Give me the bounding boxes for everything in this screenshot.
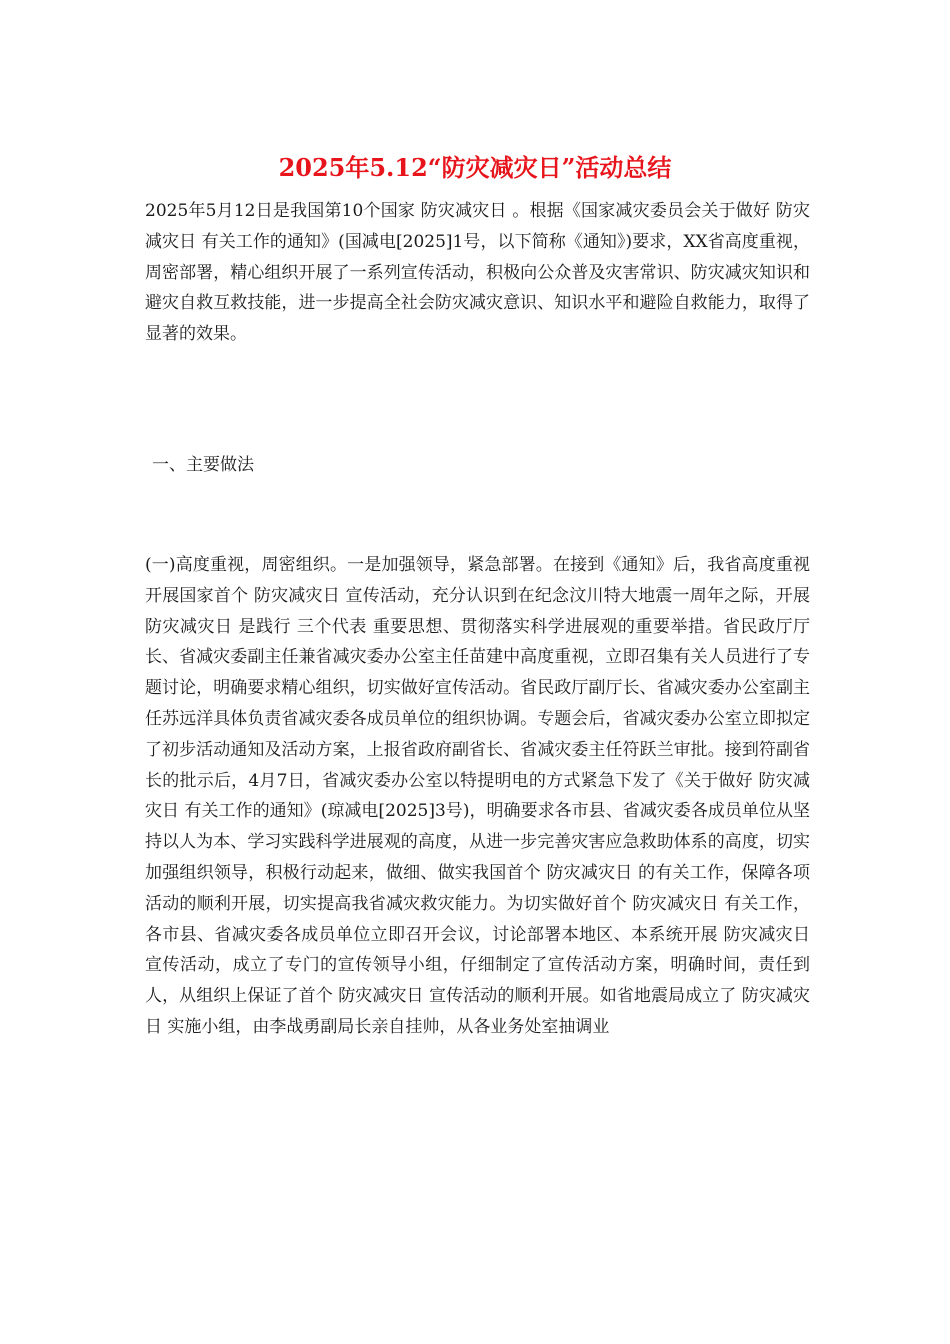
section-heading: 一、主要做法	[152, 455, 254, 475]
intro-paragraph: 2025年5月12日是我国第10个国家 防灾减灾日 。根据《国家减灾委员会关于做好 防灾减灾日 有关工作的通知》(国减电[2025]1号，以下简称《通知》)要求，XX省高度重视，周密部署，精心组织开展了一系列宣传活动，积极向公众普及灾害常识、防灾减灾知识和避灾自救互救技能，进一步提高全社会防灾减灾意识、知识水平和避险自救能力，取得了显著的效果。	[145, 201, 810, 345]
section-paragraph: (一)高度重视，周密组织。一是加强领导，紧急部署。在接到《通知》后，我省高度重视开展国家首个 防灾减灾日 宣传活动，充分认识到在纪念汶川特大地震一周年之际，开展 防灾减灾日 是践行 三个代表 重要思想、贯彻落实科学进展观的重要举措。省民政厅厅长、省减灾委副主任兼省减灾委办公室主任苗建中高度重视，立即召集有关人员进行了专题讨论，明确要求精心组织，切实做好宣传活动。省民政厅副厅长、省减灾委办公室副主任苏远洋具体负责省减灾委各成员单位的组织协调。专题会后，省减灾委办公室立即拟定了初步活动通知及活动方案，上报省政府副省长、省减灾委主任符跃兰审批。接到符副省长的批示后，4月7日，省减灾委办公室以特提明电的方式紧急下发了《关于做好 防灾减灾日 有关工作的通知》(琼减电[2025]3号)，明确要求各市县、省减灾委各成员单位从坚持以人为本、学习实践科学进展观的高度，从进一步完善灾害应急救助体系的高度，切实加强组织领导，积极行动起来，做细、做实我国首个 防灾减灾日 的有关工作，保障各项活动的顺利开展，切实提高我省减灾救灾能力。为切实做好首个 防灾减灾日 有关工作，各市县、省减灾委各成员单位立即召开会议，讨论部署本地区、本系统开展 防灾减灾日 宣传活动，成立了专门的宣传领导小组，仔细制定了宣传活动方案，明确时间，责任到人，从组织上保证了首个 防灾减灾日 宣传活动的顺利开展。如省地震局成立了 防灾减灾日 实施小组，由李战勇副局长亲自挂帅，从各业务处室抽调业	[145, 555, 810, 1037]
document-title: 2025年5.12“防灾减灾日”活动总结	[278, 153, 672, 182]
